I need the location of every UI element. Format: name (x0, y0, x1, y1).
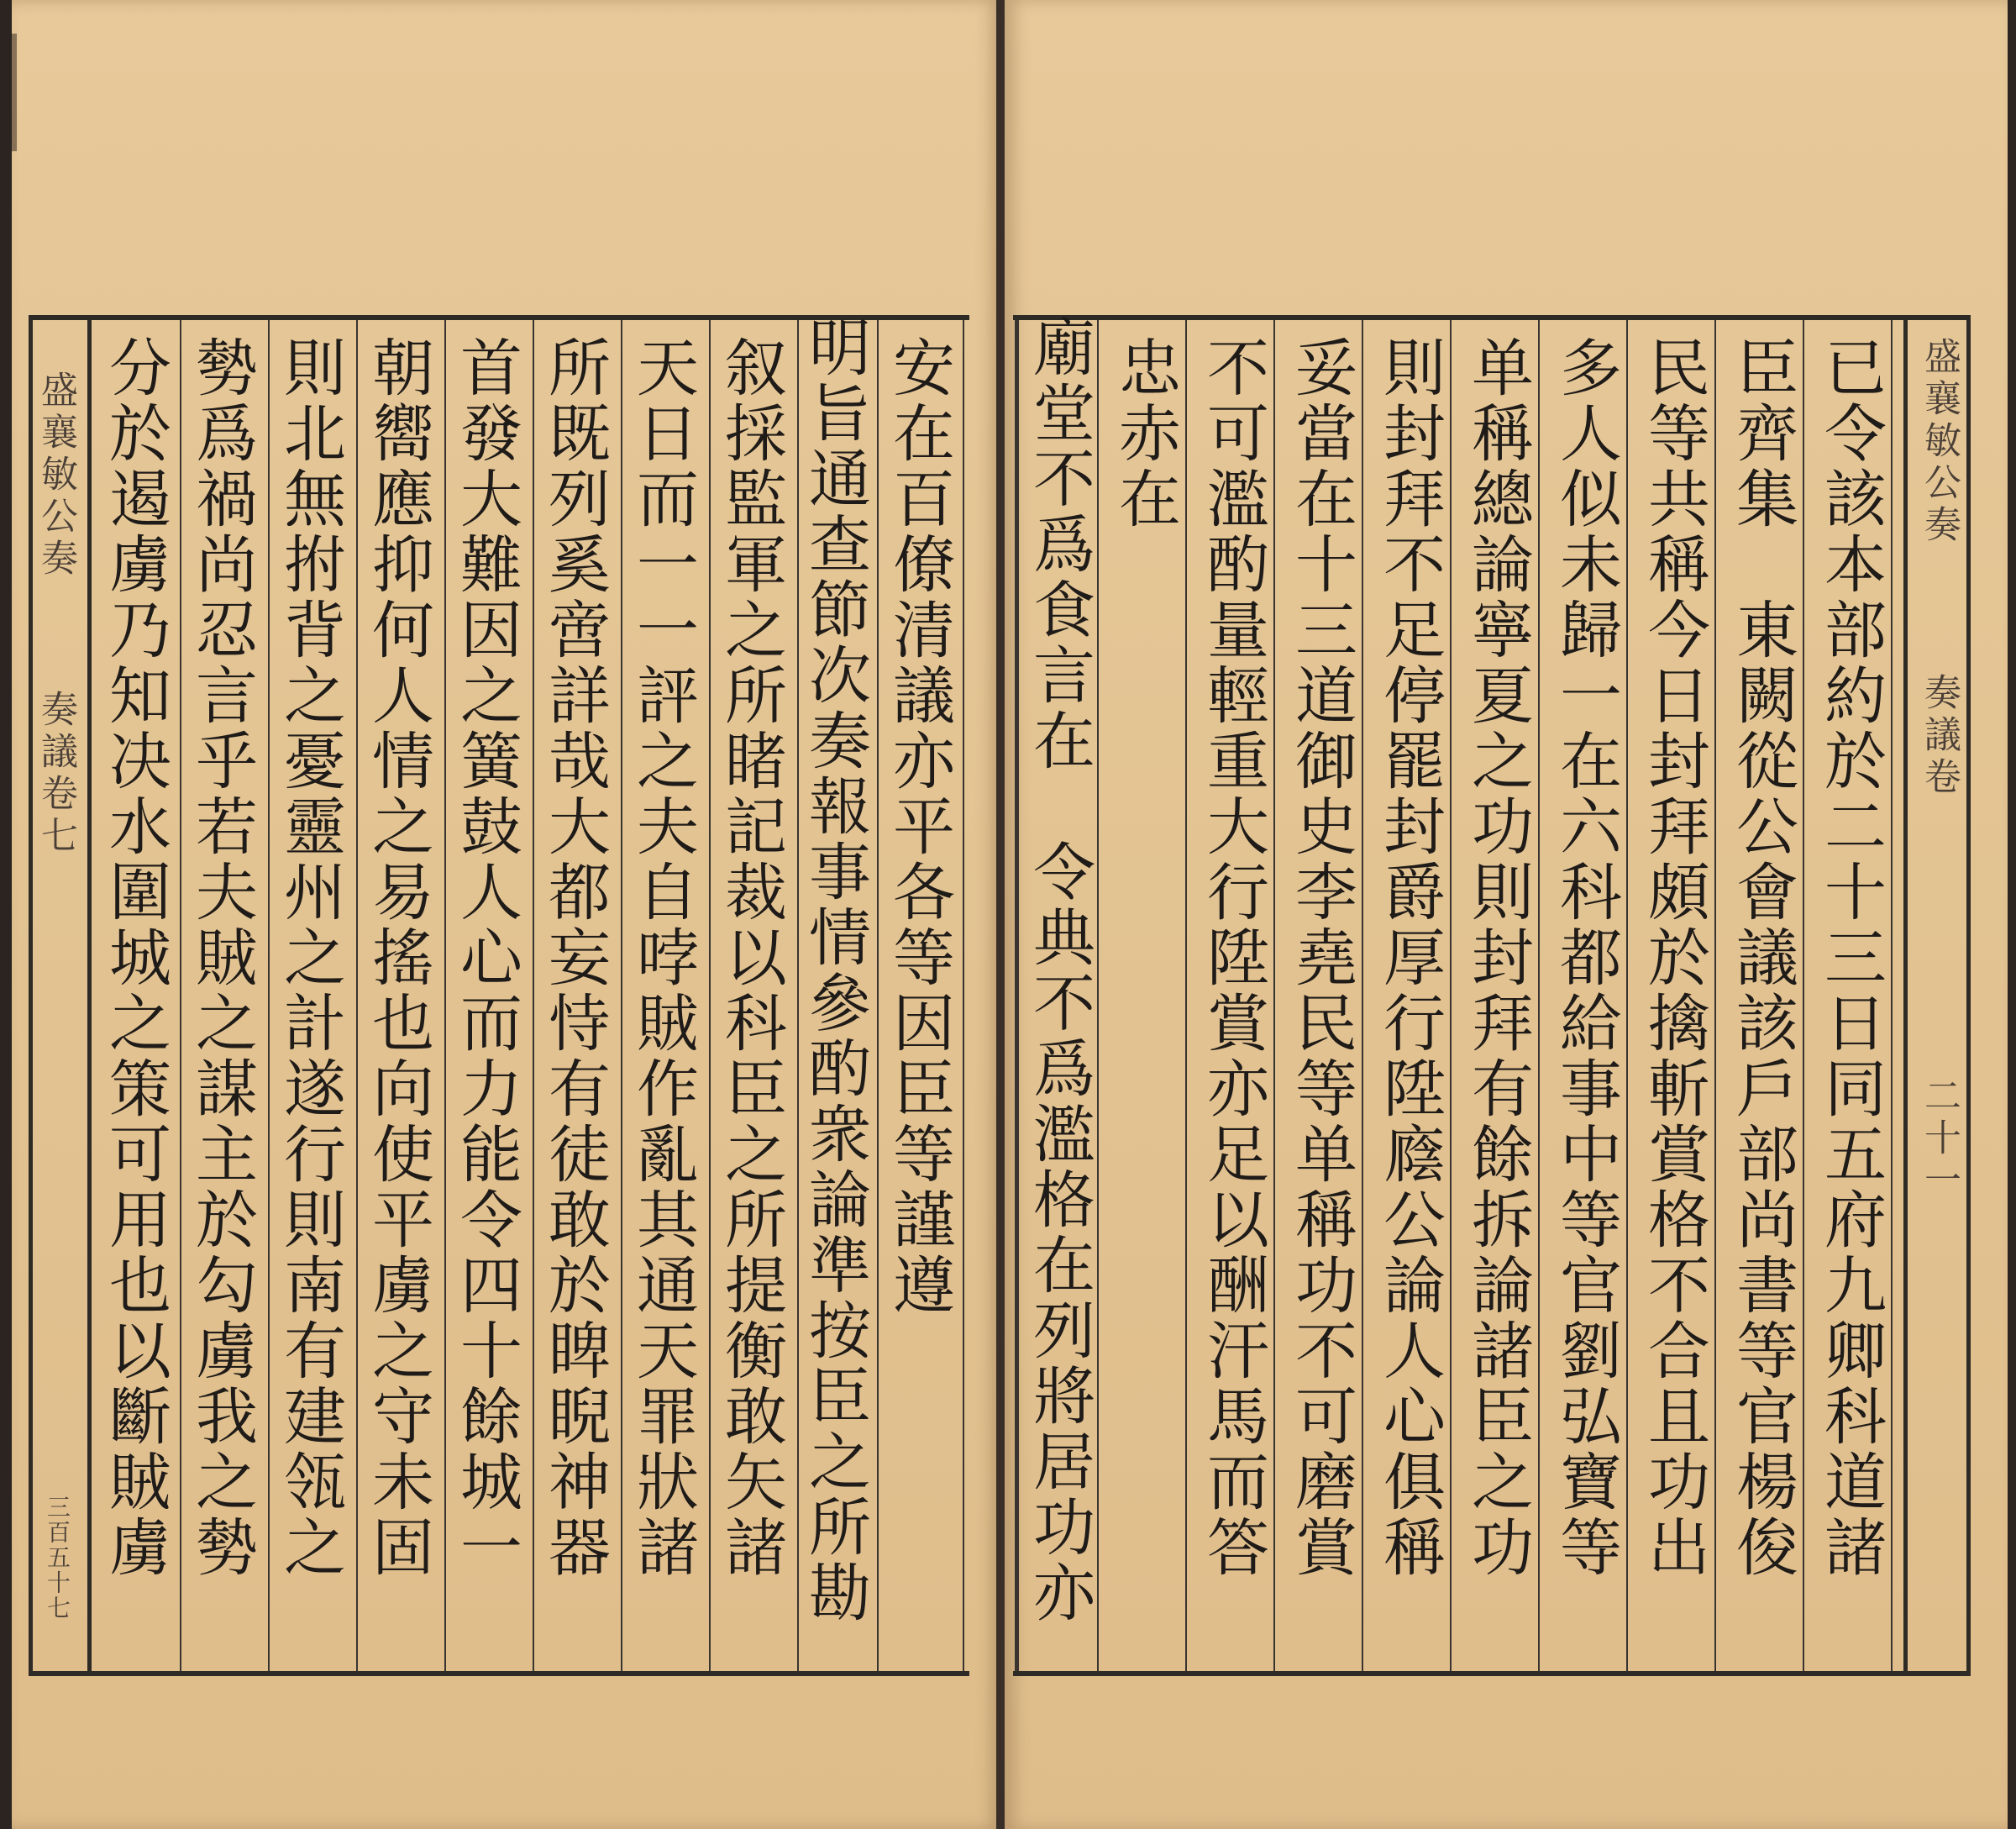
left-text-column-1: 安在百僚清議亦平各等因臣等謹遵 (883, 335, 955, 1318)
left-text-column-5: 所既列奚啻詳哉大都妄恃有徒敢於睥睨神器 (538, 335, 611, 1580)
right-banxin-title: 盛襄敏公奏 (1918, 337, 1961, 547)
right-text-column-4: 多人似未歸一在六科都給事中等官劉弘寶等 (1550, 335, 1622, 1580)
left-text-column-9: 勢爲禍尚忍言乎若夫賊之謀主於勾虜我之勢 (186, 335, 258, 1580)
left-banxin-volume: 奏議卷七 (34, 690, 77, 858)
left-banxin-title: 盛襄敏公奏 (34, 371, 77, 581)
left-print-block (29, 315, 969, 1676)
right-text-column-10: 廟堂不爲食言在 令典不爲濫格在列將居功亦 (1023, 315, 1095, 1626)
right-text-column-1: 已令該本部約於二十三日同五府九卿科道諸 (1814, 335, 1887, 1580)
right-text-column-6: 則封拜不足停罷封爵厚行陞廕公論人心俱稱 (1373, 335, 1446, 1580)
right-page (1005, 0, 2008, 1829)
right-text-column-7: 妥當在十三道御史李堯民等单稱功不可磨賞 (1285, 335, 1357, 1580)
left-text-column-10: 分於遏虜乃知决水圍城之策可用也以斷賊虜 (99, 335, 171, 1580)
right-text-column-2: 臣齊集 東闕從公會議該戶部尚書等官楊俊 (1726, 335, 1798, 1580)
left-text-column-4: 天日而一一評之夫自哱賊作亂其通天罪狀諸 (627, 335, 699, 1580)
left-page (12, 0, 1000, 1829)
right-banxin-volume: 奏議卷 (1918, 673, 1961, 799)
left-text-column-6: 首發大難因之簧鼓人心而力能令四十餘城一 (450, 335, 522, 1580)
right-folio-number: 二十一 (1918, 1076, 1961, 1202)
left-text-column-7: 朝嚮應抑何人情之易搖也向使平虜之守未固 (362, 335, 434, 1580)
right-print-block (1013, 315, 1971, 1676)
left-text-column-3: 叙採監軍之所睹記裁以科臣之所提衡敢矢諸 (715, 335, 787, 1580)
right-text-column-3: 民等共稱今日封拜頗於擒斬賞格不合且功出 (1638, 335, 1710, 1580)
left-folio-number: 三百五十七 (44, 1495, 71, 1621)
left-text-column-8: 則北無拊背之憂靈州之計遂行則南有建瓴之 (274, 335, 346, 1580)
left-text-column-2: 明旨通查節次奏報事情參酌衆論準按臣之所勘 (799, 315, 871, 1626)
right-text-column-9: 忠赤在 (1109, 335, 1181, 532)
right-text-column-8: 不可濫酌量輕重大行陞賞亦足以酬汗馬而答 (1197, 335, 1269, 1580)
right-text-column-5: 单稱總論寧夏之功則封拜有餘拆論諸臣之功 (1462, 335, 1534, 1580)
